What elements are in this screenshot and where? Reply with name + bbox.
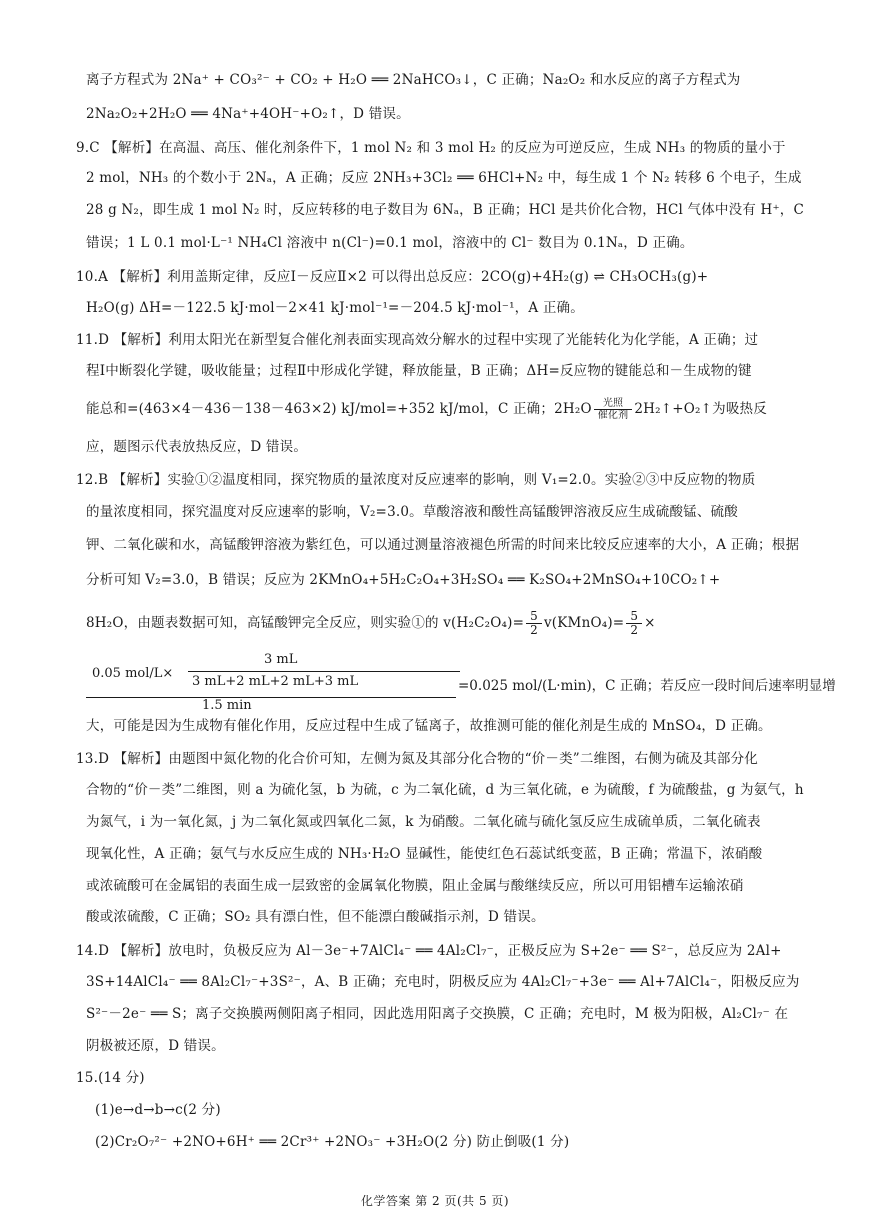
text-line: 2Na₂O₂+2H₂O ══ 4Na⁺+4OH⁻+O₂↑，D 错误。 [86, 106, 410, 122]
condition-light: 光照 [594, 398, 633, 410]
q9-line: 9.C 【解析】在高温、高压、催化剂条件下，1 mol N₂ 和 3 mol H₂ 的反应为可逆反应，生成 NH₃ 的物质的量小于 [76, 140, 786, 156]
q13-line: 13.D 【解析】由题图中氮化物的化合价可知，左侧为氮及其部分化合物的“价－类”二维图，右侧为硫及其部分化 [76, 751, 758, 767]
q12-line: 12.B 【解析】实验①②温度相同，探究物质的量浓度对反应速率的影响，则 V₁=2.0。实验②③中反应物的物质 [76, 472, 756, 488]
q10-line: H₂O(g) ΔH=－122.5 kJ·mol－2×41 kJ·mol⁻¹=－204.5 kJ·mol⁻¹，A 正确。 [86, 300, 584, 316]
conc-prefix: 0.05 mol/L× [92, 666, 174, 681]
q12-text: 8H₂O，由题表数据可知，高锰酸钾完全反应，则实验①的 v(H₂C₂O₄)= [86, 615, 525, 631]
q11-line-with-condition [86, 398, 802, 421]
page-footer: 化学答案 第 2 页(共 5 页) [360, 1194, 510, 1208]
q12-line: 分析可知 V₂=3.0，B 错误；反应为 2KMnO₄+5H₂C₂O₄+3H₂SO₄ ══ K₂SO₄+2MnSO₄+10CO₂↑+ [86, 572, 721, 588]
q9-line: 2 mol，NH₃ 的个数小于 2Nₐ，A 正确；反应 2NH₃+3Cl₂ ══ 6HCl+N₂ 中，每生成 1 个 N₂ 转移 6 个电子，生成 [86, 170, 802, 186]
q9-line: 28 g N₂，即生成 1 mol N₂ 时，反应转移的电子数目为 6Nₐ，B 正确；HCl 是共价化合物，HCl 气体中没有 H⁺，C [86, 202, 805, 218]
q13-line: 现氧化性，A 正确；氨气与水反应生成的 NH₃·H₂O 显碱性，能使红色石蕊试纸变蓝，B 正确；常温下，浓硝酸 [86, 846, 763, 862]
q13-line: 合物的“价－类”二维图，则 a 为硫化氢，b 为硫，c 为二氧化硫，d 为三氧化硫，e 为硫酸，f 为硫酸盐，g 为氨气，h [86, 782, 804, 798]
q12-line: 钾、二氧化碳和水，高锰酸钾溶液为紫红色，可以通过测量溶液褪色所需的时间来比较反应速率的大小，A 正确；根据 [86, 537, 800, 553]
q12-line: 的量浓度相同，探究温度对反应速率的影响，V₂=3.0。草酸溶液和酸性高锰酸钾溶液反应生成硫酸锰、硫酸 [86, 504, 738, 520]
q12-line: 大，可能是因为生成物有催化作用，反应过程中生成了锰离子，故推测可能的催化剂是生成的 MnSO₄，D 正确。 [86, 718, 772, 734]
fraction-5-2-b [626, 610, 642, 637]
q9-line: 错误；1 L 0.1 mol·L⁻¹ NH₄Cl 溶液中 n(Cl⁻)=0.1 mol，溶液中的 Cl⁻ 数目为 0.1Nₐ，D 正确。 [86, 235, 694, 251]
inner-fraction-bar [188, 671, 460, 672]
q15-part1: (1)e→d→b→c(2 分) [95, 1102, 221, 1118]
q12-compound-fraction [86, 650, 836, 714]
text-line: 离子方程式为 2Na⁺ + CO₃²⁻ + CO₂ + H₂O ══ 2NaHCO₃↓，C 正确；Na₂O₂ 和水反应的离子方程式为 [86, 72, 741, 88]
reaction-condition [594, 398, 633, 421]
frac-den: 2 [630, 623, 639, 637]
q13-line: 或浓硫酸可在金属铝的表面生成一层致密的金属氧化物膜，阻止金属与酸继续反应，所以可用铝槽车运输浓硝 [86, 878, 744, 894]
fraction-5-2 [526, 610, 542, 637]
q14-line: 阴极被还原，D 错误。 [86, 1038, 225, 1054]
frac-num: 5 [526, 610, 542, 624]
outer-denominator: 1.5 min [202, 698, 252, 713]
q12-line-rate [86, 610, 802, 637]
q14-line: S²⁻－2e⁻ ══ S；离子交换膜两侧阳离子相同，因此选用阳离子交换膜，C 正确；充电时，M 极为阳极，Al₂Cl₇⁻ 在 [86, 1006, 789, 1022]
q11-text: 能总和=(463×4－436－138－463×2) kJ/mol=+352 kJ/mol，C 正确；2H₂O [86, 401, 592, 417]
frac-num: 5 [626, 610, 642, 624]
inner-denominator: 3 mL+2 mL+2 mL+3 mL [192, 674, 359, 689]
times-sign: × [644, 615, 656, 631]
q15-heading: 15.(14 分) [76, 1070, 145, 1086]
q13-line: 酸或浓硫酸，C 正确；SO₂ 具有漂白性，但不能漂白酸碱指示剂，D 错误。 [86, 909, 545, 925]
frac-den: 2 [530, 623, 538, 637]
q12-result: =0.025 mol/(L·min)，C 正确；若反应一段时间后速率明显增 [458, 678, 836, 694]
q15-part2: (2)Cr₂O₇²⁻ +2NO+6H⁺ ══ 2Cr³⁺ +2NO₃⁻ +3H₂O(2 分) 防止倒吸(1 分) [95, 1134, 570, 1150]
outer-fraction-bar [86, 697, 456, 698]
q11-text-tail: 2H₂↑+O₂↑为吸热反 [634, 401, 767, 417]
q13-line: 为氮气，i 为一氧化氮，j 为二氧化氮或四氧化二氮，k 为硝酸。二氧化硫与硫化氢反应生成硫单质，二氧化硫表 [86, 814, 761, 830]
q11-line: 程Ⅰ中断裂化学键，吸收能量；过程Ⅱ中形成化学键，释放能量，B 正确；ΔH=反应物的键能总和－生成物的键 [86, 363, 752, 379]
q11-line: 11.D 【解析】利用太阳光在新型复合催化剂表面实现高效分解水的过程中实现了光能转化为化学能，A 正确；过 [76, 332, 759, 348]
rate-kmno4: v(KMnO₄)= [543, 615, 625, 631]
q14-line: 3S+14AlCl₄⁻ ══ 8Al₂Cl₇⁻+3S²⁻，A、B 正确；充电时，阴极反应为 4Al₂Cl₇⁻+3e⁻ ══ Al+7AlCl₄⁻，阳极反应为 [86, 974, 800, 990]
q11-line: 应，题图示代表放热反应，D 错误。 [86, 439, 308, 455]
inner-numerator: 3 mL [264, 652, 298, 667]
q14-line: 14.D 【解析】放电时，负极反应为 Al－3e⁻+7AlCl₄⁻ ══ 4Al₂Cl₇⁻，正极反应为 S+2e⁻ ══ S²⁻，总反应为 2Al+ [76, 943, 782, 959]
condition-catalyst: 催化剂 [597, 410, 629, 421]
q10-line: 10.A 【解析】利用盖斯定律，反应Ⅰ－反应Ⅱ×2 可以得出总反应：2CO(g)+4H₂(g) ⇌ CH₃OCH₃(g)+ [76, 269, 709, 285]
